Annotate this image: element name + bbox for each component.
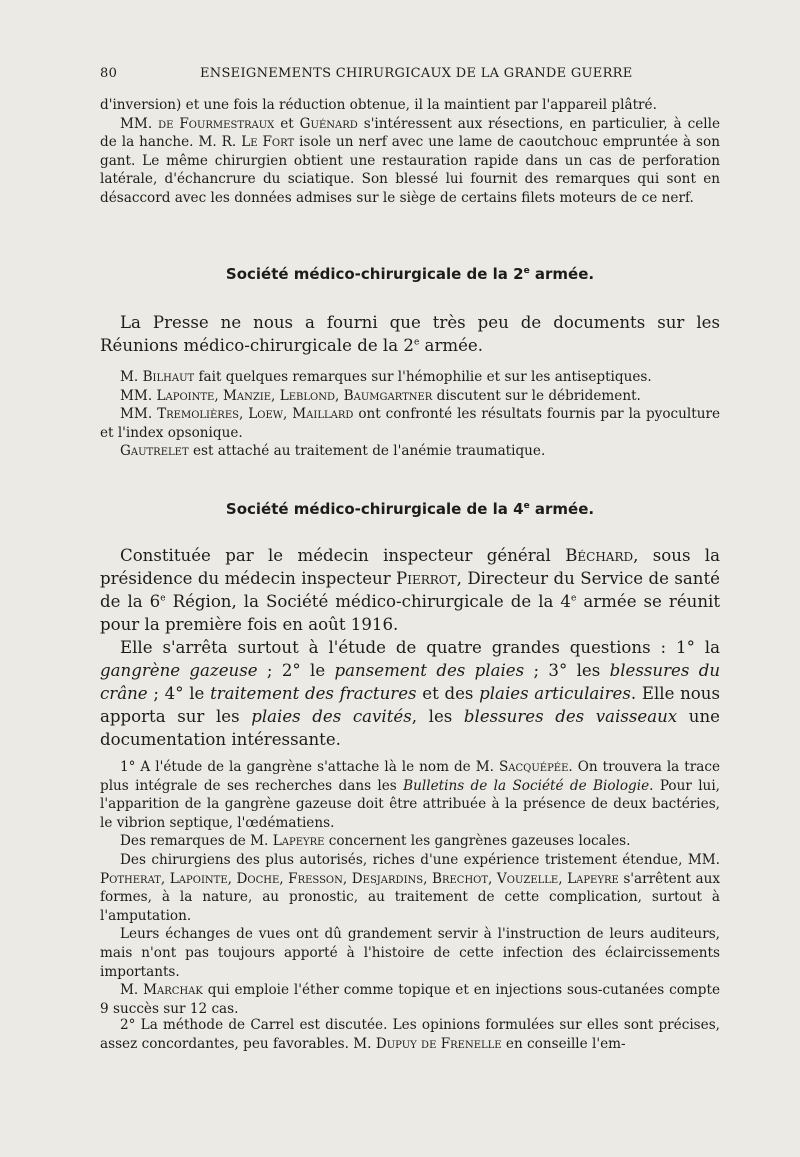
paragraph: MM. de Fourmestraux et Guénard s'intéressent aux résections, en particulier, à celle de la hanche. M. R. Le Fort isole un nerf avec une lame de caoutchouc empruntée à son gant. Le même chirurgien obtient une restauration rapide dans un cas de perforation latérale, d'échancrure du sciatique. Son blessé lui fournit des remarques qui sont en désaccord avec les données admises sur le siège de certains filets moteurs de ce nerf. [100, 115, 720, 206]
author-name: Guénard [299, 115, 358, 132]
author-name: de Fourmestraux [158, 115, 275, 132]
paragraph: Gautrelet est attaché au traitement de l'anémie traumatique. [120, 443, 546, 460]
paragraph: 1° A l'étude de la gangrène s'attache là le nom de M. Sacquépée. On trouvera la trace plus intégrale de ses recherches dans les Bulletins de la Société de Biologie. Pour lui, l'apparition de la gangrène gazeuse doit être attribuée à la présence de deux bactéries, le vibrion septique, l'œdématiens. [100, 759, 720, 831]
section-2-notes [100, 368, 720, 461]
section-heading-2e-armee: Société médico-chirurgicale de la 2e armée. [225, 265, 595, 283]
author-name: Lapointe, Manzie, Leblond, Baumgartner [156, 387, 433, 404]
author-name: Lapeyre [272, 833, 325, 850]
author-name: Béchard [565, 546, 634, 565]
author-name: Bilhaut [142, 369, 195, 385]
author-name: Dupuy de Frenelle [375, 1035, 502, 1052]
paragraph: d'inversion) et une fois la réduction obtenue, il la maintient par l'appareil plâtré. [100, 97, 657, 113]
paragraph: MM. Tremolières, Loew, Maillard ont confronté les résultats fournis par la pyoculture et l'index opsonique. [100, 406, 720, 441]
author-name: Marchak [143, 982, 203, 999]
paragraph: Des chirurgiens des plus autorisés, riches d'une expérience tristement étendue, MM. Potherat, Lapointe, Doche, Fresson, Desjardins, Brechot, Vouzelle, Lapeyre s'arrêtent aux formes, à la nature, au pronostic, au traitement de cette complication, surtout à l'amputation. [100, 851, 720, 924]
running-title: ENSEIGNEMENTS CHIRURGICAUX DE LA GRANDE GUERRE [200, 66, 633, 81]
paragraph: Des remarques de M. Lapeyre concernent les gangrènes gazeuses locales. [120, 833, 631, 850]
paragraph: 2° La méthode de Carrel est discutée. Les opinions formulées sur elles sont précises, assez concordantes, peu favorables. M. Dupuy de Frenelle en conseille l'em- [100, 1017, 720, 1052]
author-name: Potherat, Lapointe, Doche, Fresson, Desjardins, Brechot, Vouzelle, Lapeyre [100, 870, 619, 887]
section-heading-4e-armee: Société médico-chirurgicale de la 4e armée. [225, 500, 595, 518]
section-4-body [100, 544, 720, 751]
paragraph: Constituée par le médecin inspecteur général Béchard, sous la présidence du médecin inspecteur Pierrot, Directeur du Service de santé de la 6e Région, la Société médico-chirurgicale de la 4e armée se réunit pour la première fois en août 1916. [100, 546, 721, 634]
section-4-notes [100, 758, 720, 1018]
section-2-intro [100, 311, 720, 357]
paragraph: La Presse ne nous a fourni que très peu de documents sur les Réunions médico-chirurgicale de la 2e armée. [100, 313, 720, 355]
author-name: Tremolières, Loew, Maillard [157, 406, 354, 423]
author-name: Le Fort [241, 134, 295, 151]
top-section [100, 96, 720, 208]
section-4-carrel [100, 1016, 720, 1053]
paragraph: M. Marchak qui emploie l'éther comme topique et en injections sous-cutanées compte 9 succès sur 12 cas. [100, 982, 721, 1017]
author-name: Gautrelet [120, 443, 189, 460]
paragraph: MM. Lapointe, Manzie, Leblond, Baumgartner discutent sur le débridement. [120, 387, 641, 404]
author-name: Sacquépée [498, 759, 569, 775]
paragraph: Leurs échanges de vues ont dû grandement servir à l'instruction de leurs auditeurs, mais n'ont pas toujours apporté à l'histoire de cette infection des éclaircissements importants. [100, 926, 720, 980]
page-number: 80 [100, 66, 118, 81]
paragraph: M. Bilhaut fait quelques remarques sur l'hémophilie et sur les antiseptiques. [120, 369, 652, 385]
author-name: Pierrot [396, 569, 457, 588]
paragraph: Elle s'arrêta surtout à l'étude de quatre grandes questions : 1° la gangrène gazeuse ; 2° le pansement des plaies ; 3° les blessures du crâne ; 4° le traitement des fractures et des plaies articulaires. Elle nous apporta sur les plaies des cavités, les blessures des vaisseaux une documentation intéressante. [100, 638, 721, 749]
